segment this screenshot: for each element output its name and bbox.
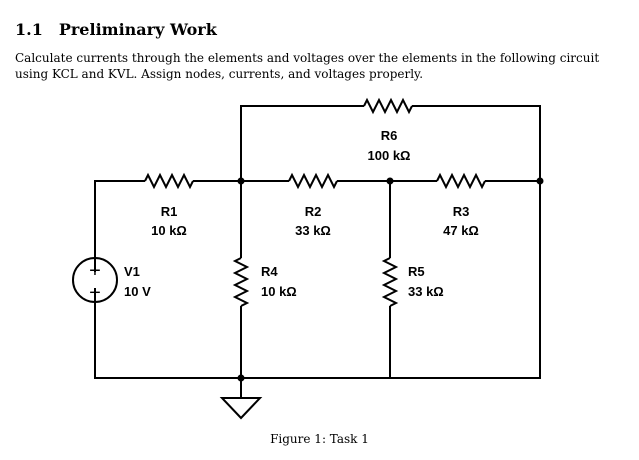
wire-r5-bottom [241, 306, 390, 378]
section-number: 1.1 [15, 20, 43, 39]
wire-r6-right [390, 106, 540, 378]
r6-resistor [364, 100, 412, 112]
source-minus-sign: − [89, 282, 101, 304]
r5-name: R5 [408, 264, 425, 279]
r5-resistor [384, 258, 396, 306]
r3-name: R3 [452, 204, 470, 219]
figure-caption: Figure 1: Task 1 [270, 432, 369, 446]
wire-left-bottom [95, 288, 241, 378]
r1-name: R1 [160, 204, 178, 219]
r4-name: R4 [261, 264, 278, 279]
node-dot [238, 375, 245, 382]
wire-node-top [241, 106, 364, 181]
r2-value: 33 kΩ [295, 223, 331, 238]
ground-symbol [222, 398, 260, 418]
node-dot [238, 178, 245, 185]
r6-value: 100 kΩ [367, 148, 411, 163]
task-paragraph: Calculate currents through the elements and voltages over the elements in the following circuit using KCL and KVL. Assign nodes, currents, and voltages properly. [15, 51, 600, 81]
r2-name: R2 [304, 204, 322, 219]
node-dot [537, 178, 544, 185]
source-plus-sign: + [89, 260, 101, 282]
r5-value: 33 kΩ [408, 284, 444, 299]
r2-resistor [289, 175, 337, 187]
v1-name: V1 [124, 264, 140, 279]
r1-value: 10 kΩ [151, 223, 187, 238]
r6-name: R6 [380, 128, 398, 143]
r3-resistor [437, 175, 485, 187]
r1-resistor [145, 175, 193, 187]
r4-resistor [235, 258, 247, 306]
r3-value: 47 kΩ [443, 223, 479, 238]
v1-value: 10 V [124, 284, 151, 299]
r4-value: 10 kΩ [261, 284, 297, 299]
section-title: Preliminary Work [58, 20, 217, 39]
node-dot [387, 178, 394, 185]
